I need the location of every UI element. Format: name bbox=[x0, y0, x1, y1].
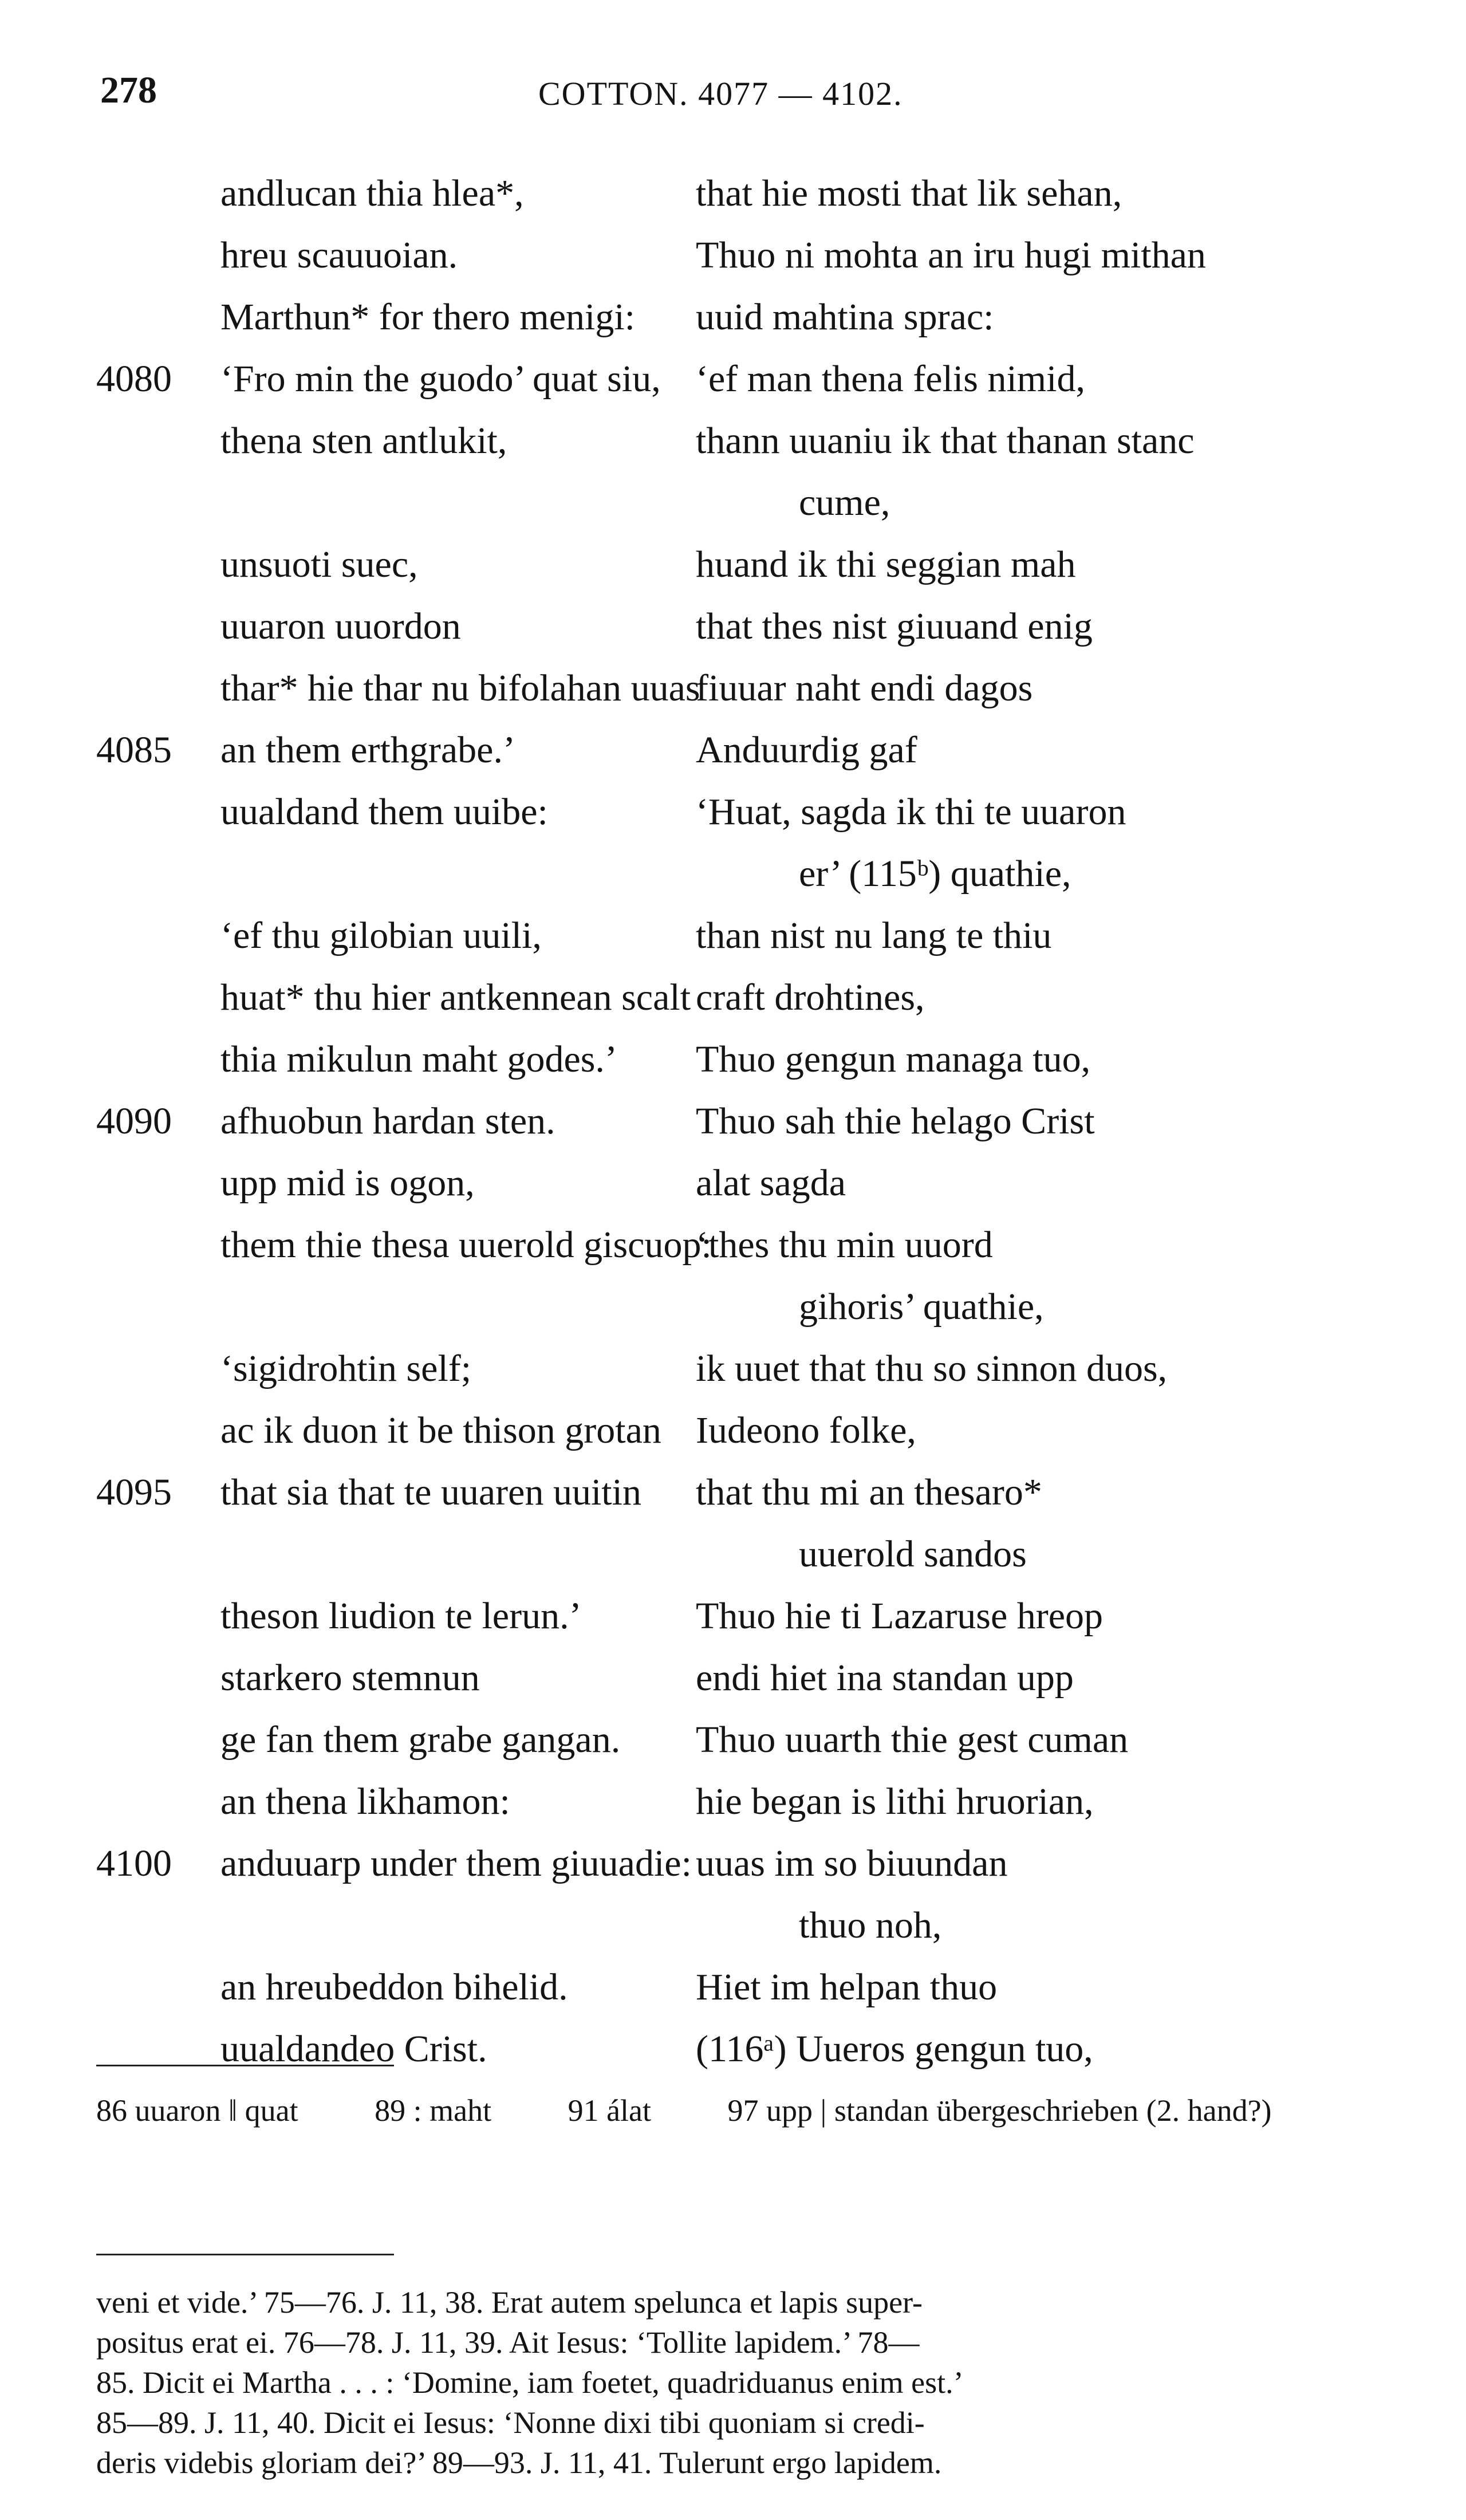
poem-line bbox=[0, 296, 1466, 357]
first-half-line: theson liudion te lerun.’ bbox=[220, 1595, 582, 1637]
second-half-line: hie began is lithi hruorian, bbox=[696, 1781, 1094, 1822]
second-half-line: ik uuet that thu so sinnon duos, bbox=[696, 1348, 1168, 1389]
running-title: COTTON. 4077 — 4102. bbox=[538, 75, 903, 112]
first-half-line: uualdand them uuibe: bbox=[220, 791, 548, 833]
first-half-line: andlucan thia hlea*, bbox=[220, 172, 524, 214]
first-half-line: ‘Fro min the guodo’ quat siu, bbox=[220, 358, 661, 400]
poem-line bbox=[0, 419, 1466, 481]
first-half-line: thena sten antlukit, bbox=[220, 420, 507, 462]
poem-line bbox=[0, 234, 1466, 296]
second-half-line: fiuuar naht endi dagos bbox=[696, 667, 1033, 709]
first-half-line: starkero stemnun bbox=[220, 1657, 480, 1699]
poem-line bbox=[0, 1285, 1466, 1347]
poem-line bbox=[0, 1842, 1466, 1904]
first-half-line: afhuobun hardan sten. bbox=[220, 1100, 555, 1142]
first-half-line: ‘sigidrohtin self; bbox=[220, 1348, 472, 1389]
second-half-line: Thuo uuarth thie gest cuman bbox=[696, 1719, 1129, 1761]
line-continuation: gihoris’ quathie, bbox=[799, 1286, 1044, 1328]
second-half-line: Thuo ni mohta an iru hugi mithan bbox=[696, 234, 1206, 276]
first-half-line: an thena likhamon: bbox=[220, 1781, 510, 1822]
poem-line bbox=[0, 1471, 1466, 1533]
second-half-line: uuas im so biuundan bbox=[696, 1842, 1008, 1884]
first-half-line: Marthun* for thero menigi: bbox=[220, 296, 636, 338]
second-half-line: Hiet im helpan thuo bbox=[696, 1966, 998, 2008]
poem-line bbox=[0, 914, 1466, 976]
second-half-line: ‘ef man thena felis nimid, bbox=[696, 358, 1085, 400]
line-continuation: cume, bbox=[799, 482, 890, 523]
poem-line bbox=[0, 172, 1466, 234]
poem-line bbox=[0, 1161, 1466, 1223]
poem-line bbox=[0, 1533, 1466, 1594]
first-half-line: that sia that te uuaren uuitin bbox=[220, 1471, 641, 1513]
poem-line bbox=[0, 1223, 1466, 1285]
second-half-line: ‘Huat, sagda ik thi te uuaron bbox=[696, 791, 1126, 833]
first-half-line: an hreubeddon bihelid. bbox=[220, 1966, 568, 2008]
first-half-line: ac ik duon it be thison grotan bbox=[220, 1409, 661, 1451]
second-half-line: endi hiet ina standan upp bbox=[696, 1657, 1074, 1699]
note-line: veni et vide.’ 75—76. J. 11, 38. Erat autem spelunca et lapis super- bbox=[96, 2285, 923, 2320]
note-line: 85. Dicit ei Martha . . . : ‘Domine, iam foetet, quadriduanus enim est.’ bbox=[96, 2365, 964, 2400]
poem-line bbox=[0, 481, 1466, 543]
variant-reading: 86 uuaron ‖ quat bbox=[96, 2093, 298, 2128]
poem-line bbox=[0, 1656, 1466, 1718]
poem-line bbox=[0, 543, 1466, 605]
first-half-line: ‘ef thu gilobian uuili, bbox=[220, 915, 542, 956]
poem-line bbox=[0, 1409, 1466, 1471]
second-half-line: Thuo gengun managa tuo, bbox=[696, 1038, 1091, 1080]
variant-reading: 89 : maht bbox=[375, 2093, 492, 2128]
poem-line bbox=[0, 1038, 1466, 1100]
footnote-rule-1 bbox=[96, 2065, 394, 2066]
second-half-line: that hie mosti that lik sehan, bbox=[696, 172, 1122, 214]
first-half-line: huat* thu hier antkennean scalt bbox=[220, 976, 691, 1018]
page-number: 278 bbox=[100, 69, 157, 111]
poem-line bbox=[0, 1966, 1466, 2027]
line-number: 4100 bbox=[96, 1842, 172, 1884]
line-number: 4095 bbox=[96, 1471, 172, 1513]
line-number: 4085 bbox=[96, 729, 172, 771]
second-half-line: ‘thes thu min uuord bbox=[696, 1224, 993, 1266]
line-continuation: uuerold sandos bbox=[799, 1533, 1027, 1575]
second-half-line: uuid mahtina sprac: bbox=[696, 296, 994, 338]
first-half-line: anduuarp under them giuuadie: bbox=[220, 1842, 692, 1884]
first-half-line: uuaron uuordon bbox=[220, 605, 461, 647]
variant-reading: 97 upp | standan übergeschrieben (2. hand?) bbox=[727, 2093, 1272, 2128]
note-line: positus erat ei. 76—78. J. 11, 39. Ait Iesus: ‘Tollite lapidem.’ 78— bbox=[96, 2325, 920, 2360]
first-half-line: ge fan them grabe gangan. bbox=[220, 1719, 621, 1761]
second-half-line: that thes nist giuuand enig bbox=[696, 605, 1093, 647]
poem-line bbox=[0, 790, 1466, 852]
second-half-line: Thuo hie ti Lazaruse hreop bbox=[696, 1595, 1104, 1637]
poem-line bbox=[0, 729, 1466, 790]
poem-line bbox=[0, 1100, 1466, 1161]
poem-line bbox=[0, 605, 1466, 667]
first-half-line: uualdandeo Crist. bbox=[220, 2028, 487, 2070]
second-half-line: craft drohtines, bbox=[696, 976, 925, 1018]
poem-line bbox=[0, 667, 1466, 729]
note-line: deris videbis gloriam dei?’ 89—93. J. 11, 41. Tulerunt ergo lapidem. bbox=[96, 2446, 942, 2480]
first-half-line: hreu scauuoian. bbox=[220, 234, 458, 276]
line-continuation: er’ (115ᵇ) quathie, bbox=[799, 853, 1071, 895]
line-continuation: thuo noh, bbox=[799, 1904, 942, 1946]
second-half-line: than nist nu lang te thiu bbox=[696, 915, 1052, 956]
second-half-line: (116ᵃ) Uueros gengun tuo, bbox=[696, 2028, 1093, 2070]
poem-line bbox=[0, 1904, 1466, 1966]
poem-line bbox=[0, 1718, 1466, 1780]
first-half-line: them thie thesa uuerold giscuop: bbox=[220, 1224, 712, 1266]
line-number: 4090 bbox=[96, 1100, 172, 1142]
second-half-line: that thu mi an thesaro* bbox=[696, 1471, 1042, 1513]
note-line: 85—89. J. 11, 40. Dicit ei Iesus: ‘Nonne dixi tibi quoniam si credi- bbox=[96, 2405, 925, 2440]
first-half-line: an them erthgrabe.’ bbox=[220, 729, 515, 771]
first-half-line: thia mikulun maht godes.’ bbox=[220, 1038, 617, 1080]
poem-line bbox=[0, 1780, 1466, 1842]
first-half-line: thar* hie thar nu bifolahan uuas bbox=[220, 667, 700, 709]
second-half-line: Thuo sah thie helago Crist bbox=[696, 1100, 1095, 1142]
second-half-line: huand ik thi seggian mah bbox=[696, 544, 1076, 585]
second-half-line: alat sagda bbox=[696, 1162, 846, 1204]
poem-line bbox=[0, 1347, 1466, 1409]
poem-text bbox=[0, 172, 1466, 2089]
page-header bbox=[0, 69, 1466, 120]
line-number: 4080 bbox=[96, 358, 172, 400]
poem-line bbox=[0, 852, 1466, 914]
variant-reading: 91 álat bbox=[568, 2093, 652, 2128]
second-half-line: Anduurdig gaf bbox=[696, 729, 917, 771]
variant-readings bbox=[96, 2090, 1379, 2131]
first-half-line: unsuoti suec, bbox=[220, 544, 418, 585]
poem-line bbox=[0, 357, 1466, 419]
second-half-line: Iudeono folke, bbox=[696, 1409, 916, 1451]
poem-line bbox=[0, 1594, 1466, 1656]
poem-line bbox=[0, 2027, 1466, 2089]
source-notes bbox=[96, 2282, 1379, 2483]
second-half-line: thann uuaniu ik that thanan stanc bbox=[696, 420, 1195, 462]
footnote-rule-2 bbox=[96, 2254, 394, 2255]
first-half-line: upp mid is ogon, bbox=[220, 1162, 475, 1204]
poem-line bbox=[0, 976, 1466, 1038]
